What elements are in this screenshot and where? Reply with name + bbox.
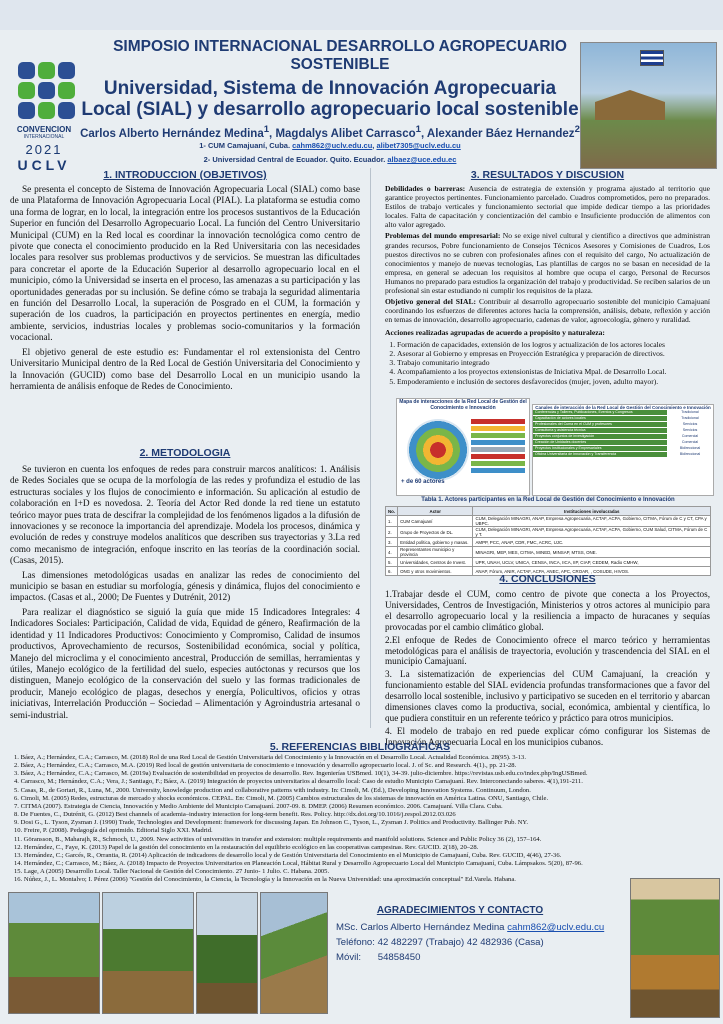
reference-item: 8. De Fuentes, C., Dutrénit, G. (2012) Best channels of academia–industry interaction for long-term benefit. Res. Policy. http://dx.doi.org/10.1016/j.respol.2012.03.026 xyxy=(14,811,456,819)
author-2: Magdalys Alibet Carrasco xyxy=(275,127,416,140)
reference-item: 3. Báez, A.; Hernández, C.A.; Carrasco, M. (2019a) Evaluación de sostenibilidad en proyectos de desarrollo. Rev. Ingenierías USBmed. 10(1), 34-39. julio-diciembre. https://revistas.usb.edu.co/index.php/IngUSBmed. xyxy=(14,770,588,778)
logo-tile xyxy=(18,102,35,119)
phone-label: Teléfono: xyxy=(336,937,375,948)
weakness-text: Ausencia de estrategia de extensión y programa ajustado al territorio que garantice proyectos pertinentes. Funcionamiento parcelado. Cuadros comprometidos, pero no preparados. Estilos de trabajo verticales y funcionamiento sectorial que impide dedicar tiempo a las prioridades locales. Falta de capacitación y concientización del cambio e Insuficiente producción de alimentos con alto valor agregado. xyxy=(385,184,710,230)
logo-tiles xyxy=(18,62,74,119)
field-photo-4 xyxy=(260,892,328,1014)
conclusions-body xyxy=(385,589,710,750)
table-cell: Universidades, Centros de Invest. xyxy=(398,558,473,567)
intro-paragraph-2: El objetivo general de este estudio es: Fundamentar el rol extensionista del Centro Universitario Municipal dentro de la Red Local de Gestión Universitaria del Conocimiento y la Innovación (GUCID) como base del Desarrollo Local en un municipio usando la herramienta de análisis enfoque de Redes de Conocimiento. xyxy=(10,347,360,392)
diagram-footer: + de 60 actores xyxy=(401,479,445,485)
forms-cell-form: Conferencias y Talleres, Publicaciones, Eventos y Congresos xyxy=(533,410,667,415)
actors-table xyxy=(385,506,711,576)
symposium-title: SIMPOSIO INTERNACIONAL DESARROLLO AGROPECUARIO SOSTENIBLE xyxy=(113,38,567,73)
logo-tile xyxy=(38,62,55,79)
table-cell: ANAP, Fórum, ANIR, ACTAF, ACPA, ANEC, APC, CROAR, , COSUDE, HIVOS. xyxy=(473,567,711,576)
table-header-cell: No. xyxy=(386,507,398,516)
results-body xyxy=(385,184,710,386)
forms-cell-channel: Servicios xyxy=(682,422,698,426)
results-paragraph-1 xyxy=(385,184,710,229)
table-row xyxy=(533,452,713,458)
table-row xyxy=(386,516,711,527)
poster-title: Universidad, Sistema de Innovación Agropecuaria Local (SIAL) y desarrollo agropecuario local sostenible xyxy=(81,78,579,120)
logo-tile xyxy=(58,82,75,99)
business-problems-text: No se exige nivel cultural y científico a directivos que administran grandes recursos, Pobre funcionamiento de Consejos Técnicos Asesores y Comisiones de Cuadros, Los puestos directivos no se cubren con profesionales afines con el requisito del cargo, No actualización de conocimientos y manejo de nuevas tecnologías, Las plantillas de cargos no se basan en necesidad de la empresa, en general se adecuan los requisitos al hombre que ocupa el cargo, Personal de Recursos Humanos no preparado para estudios la organización del trabajo y productividad. Se reciben salarios de un profesional sin estar estudiando ni cumplir los requisitos de la plaza. xyxy=(385,231,710,296)
author-3-sup: 2 xyxy=(574,124,580,135)
author-2-sup: 1 xyxy=(415,124,421,135)
table-cell: Entidad política, gobierno y masas. xyxy=(398,538,473,547)
table-cell: AMPP, PCC, ANAP, CDR, FMC, ACRC, UJC. xyxy=(473,538,711,547)
table-cell: 6. xyxy=(386,567,398,576)
table-cell: CUM, Delegación MINAGRI, ANAP, Empresa Agropecuaria, ACTAF, ACPA, Gobierno, CUM Salud, CITMA, Fórum de C y T. xyxy=(473,527,711,538)
interaction-forms-table xyxy=(532,404,714,496)
table-header-cell: Instituciones involucradas xyxy=(473,507,711,516)
intro-body xyxy=(10,185,360,396)
reference-item: 16. Núñez, J., L. Montalvo; I. Pérez (2006) "Gestión del Conocimiento, la Ciencia, la Tecnología y la Innovación en la Nueva Universidad: una aproximación conceptual" Ed.Varela. Habana. xyxy=(14,876,516,884)
list-item: 4. Acompañamiento a los proyectos extensionistas de Iniciativa Mpal. de Desarrollo Local. xyxy=(397,367,710,376)
reference-item: 6. Cimoli, M. (2005) Redes, estructuras de mercado y shocks económicos. CEPAL. En: Cimoli, M. (2005) Cambios estructurales de los sistemas de innovación en América Latina. ONU, Santiago, Chile. xyxy=(14,794,549,802)
produce-photo xyxy=(630,878,720,1018)
affiliation-1: 1- CUM Camajuaní, Cuba. cahm862@uclv.edu.cu, alibet7305@uclv.edu.cu xyxy=(199,141,461,150)
table-cell: CUM Camajuaní xyxy=(398,516,473,527)
reference-item: 1. Báez, A.; Hernández, C.A.; Carrasco, M. (2018) Rol de una Red Local de Gestión Universitaria del Conocimiento y la Innovación en el Desarrollo Local. Actualidad Económica. 28(95). 3-13. xyxy=(14,754,526,761)
forms-cell-channel: Tradicional xyxy=(681,410,699,414)
forms-cell-form: Proyectos Institucionales y Empresariales xyxy=(533,446,667,451)
contact-block xyxy=(336,920,626,965)
authors: Carlos Alberto Hernández Medina$^1$, Magdalys Alibet Carrasco$^1$, Alexander Báez Hernandez$^2$ xyxy=(80,124,580,140)
conclusions-heading: 4. CONCLUSIONES xyxy=(499,573,596,585)
logo-uclv: UCLV xyxy=(17,157,71,173)
field-photo-2 xyxy=(102,892,194,1014)
logo-year: 2021 xyxy=(25,142,63,157)
table-cell: UPR, UNAH, UCLV, UNICA, CENSA, INCA, IICA, IIP, CIAP, CEDEM, Radio CMHW, xyxy=(473,558,711,567)
phone-numbers: 42 482297 (Trabajo) 42 482936 (Casa) xyxy=(377,937,544,948)
intro-paragraph-1: Se presenta el concepto de Sistema de Innovación Agropecuaria Local (SIAL) como base de una Plataforma de Innovación Agropecuaria Local (PIAL). La plataforma se estudia como una forma de lograr, en lo local, la integración entre los procesos sustantivos de la Educación Superior en función del Desarrollo Agropecuario Local. La función del Centro Universitario Municipal (CUM) en la Red local es coordinar la innovación tecnológica como centro de pivote que conecta el conocimiento producido en la Red Universitaria con las necesidades locales para resolver sus problemas productivos y de servicios. Se muestran las dificultades para concretar el aporte de la Educación Superior al desarrollo agropecuario local en el municipio, cómo la Universidad se inserta en el proceso, las amenazas a su participación y las oportunidades generadas por su inclusión. Se define cómo se trabaja la seguridad alimentaria en función del Desarrollo Local, la superación de Posgrado en el CUM, la formación y superación de los cuadros, la participación en proyectos pertinentes en energía, medio ambiente, servicios, industrias locales y problemas socio-comunitarios y la formación vocacional. xyxy=(10,185,360,344)
flag-image xyxy=(640,50,664,66)
table-row xyxy=(386,527,711,538)
table-cell: 3. xyxy=(386,538,398,547)
logo-line1: CONVENCION xyxy=(16,125,72,134)
table-cell: MINAGRI, MEP, MES, CITMA, MINED, MINSAP, MTSS, ONE. xyxy=(473,547,711,558)
forms-cell-form: Consultoría y asistencia técnica xyxy=(533,428,667,433)
author-1-sup: 1 xyxy=(263,124,270,135)
conclusion-4: 4. El modelo de trabajo en red puede explicar cómo configurar los Sistemas de Innovación Agropecuaria Local en los municipios cubanos. xyxy=(385,725,710,747)
logo-tile xyxy=(58,102,75,119)
method-paragraph-3: Para realizar el diagnóstico se siguió la guía que mide 15 Indicadores Integrales: 4 Indicadores Sociales: Participación, Calidad de vida, Equidad de género, Reafirmación de la identidad y 11 Indicadores Productivos: Conocimiento y Compromiso, Calidad de insumos productivos, Aprovechamiento de recursos, Sostenibilidad económica, social y política, Manejo del microclima y el conocimiento ancestral, Producción de semillas, herramientas y útiles, Manejo ecológico de la fertilidad del suelo, especies autóctonas y recursos que los distinguen, Manejo ecológico de la conservación del suelo y las formas tradicionales de producir, Manejo ecológico de plagas, desechos y energía, Policultivos, oficios y otras iniciativas, Interrelación Producción – Sociedad – Alimentación y Agroindustria artesanal o semi-industrial. xyxy=(10,607,360,721)
forms-cell-channel: Comercial xyxy=(681,434,699,438)
column-divider xyxy=(370,168,371,728)
affiliation-2 xyxy=(150,155,510,164)
table-header-cell: Actor xyxy=(398,507,473,516)
business-problems-label: Problemas del mundo empresarial: xyxy=(385,231,501,241)
list-item: 2. Asesorar al Gobierno y empresas en Proyección Estratégica y preparación de directivos. xyxy=(397,349,710,358)
table-row xyxy=(386,547,711,558)
logo-tile xyxy=(38,102,55,119)
conclusion-2: 2.El enfoque de Redes de Conocimiento ofrece el marco teórico y herramientas metodológicas para el análisis de trayectoria, evolución y trascendencia del SIAL en el municipio Camajuaní. xyxy=(385,634,710,667)
table-cell: ONG y otros movimientos. xyxy=(398,567,473,576)
reference-item: 9. Dosi G., L. Tyson, Zysman J. (1990) Trade, Technologies and Development: framework for discussing Japan. En Johnson C., Tyson, L., Zysman J. Politics and Productivity. Ballinger Pub. NY. xyxy=(14,819,528,827)
forms-cell-channel: Servicios xyxy=(682,428,698,432)
concentric-rings xyxy=(407,419,469,481)
reference-item: 2. Báez, A.; Hernández, C.A.; Carrasco, M.A. (2019) Red local de gestión universitaria de conocimiento e innovación y desarrollo agropecuario local. J. of Sc. and Research. 4(1)., pp. 21-28. xyxy=(14,762,517,770)
reference-item: 12. Hernández, C., Faye, K. (2013) Papel de la gestión del conocimiento en la restauración del equilibrio ecológico en las cooperativas campesinas. Rev. GUCID. 2(18), 20–28. xyxy=(14,843,479,851)
weakness-label: Debilidades o barreras: xyxy=(385,184,466,193)
table-cell: 4. xyxy=(386,547,398,558)
contact-line-1 xyxy=(336,920,626,935)
sial-objective-label: Objetivo general del SIAL: xyxy=(385,297,477,307)
forms-cell-channel: Comercial xyxy=(681,440,699,444)
table-cell: 5. xyxy=(386,558,398,567)
affiliation-2-text: 2- Universidad Central de Ecuador. Quito. Ecuador. xyxy=(203,155,386,164)
reference-item: 15. Lage, A (2005) Desarrollo Local. Taller Nacional de Gestión del Conocimiento. 27 Junio- 1 Julio. C. Habana. 2005. xyxy=(14,868,330,876)
table-cell: 2. xyxy=(386,527,398,538)
results-paragraph-3 xyxy=(385,297,710,324)
table-header-row xyxy=(386,507,711,516)
list-item: 3. Trabajo comunitario integrado xyxy=(397,358,710,367)
table-row xyxy=(386,538,711,547)
conclusion-1: 1.Trabajar desde el CUM, como centro de pivote que conecta a los Proyectos, Universidades, Centros de Investigación, Ministerios y otros actores al municipio para el desarrollo agropecuario local y la resiliencia a impacto de huracanes y sequías provocadas por el cambio climático global. xyxy=(385,589,710,632)
forms-cell-form: Capacitación de actores locales xyxy=(533,416,667,421)
actions-list xyxy=(385,340,710,386)
ack-heading: AGRADECIMIENTOS Y CONTACTO xyxy=(376,905,544,916)
references-list xyxy=(14,754,714,885)
author-1: Carlos Alberto Hernández Medina xyxy=(80,127,264,140)
contact-line-2 xyxy=(336,935,626,950)
forms-cell-channel: Tradicional xyxy=(681,416,699,420)
method-paragraph-2: Las dimensiones metodológicas usadas en analizar las redes de conocimiento del municipio se basan en estudiar su morfología, génesis y dinámica, flujos del conocimiento e impactos. (Casas et al., 2000; De Fuentes y Dutrénit, 2012) xyxy=(10,570,360,604)
method-body xyxy=(10,465,360,725)
method-paragraph-1: Se tuvieron en cuenta los enfoques de redes para construir marcos analíticos: 1. Análisis de Redes Sociales que se ocupa de la morfología de las redes y profundiza el estudio de las estructuras sociales y los flujos de conocimiento e información. Su aplicación al estudio de colaboración en I+D es novedosa. 2. Teoría del Actor Red donde la red tiene un estatuto teórico mayor pues trata de descifrar la complejidad de los fenómenos ligados a la difusión de innovaciones y se reconoce la importancia del aprendizaje. Modela los procesos, dinámica y evolución de redes y construye modelos analíticos que describen sus trayectorias y 3.La red como mecanismo de integración, enfoque inscrito en las teorías de la coordinación social. (Casas, 2015). xyxy=(10,465,360,567)
email-link-2[interactable]: alibet7305@uclv.edu.cu xyxy=(376,141,461,150)
intro-heading: 1. INTRODUCCION (OBJETIVOS) xyxy=(103,169,267,181)
reference-item: 14. Hernández, C.; Carrasco, M.; Báez, A. (2018) Impacto de Proyectos Universitarios en Planeación Local, Hábitat Rural y Desarrollo Agropecuario Local del Municipio Camajuaní, Cuba. Lámpsakos. 5(20), 87-96. xyxy=(14,860,583,868)
actors-table-body xyxy=(386,516,711,576)
results-paragraph-2 xyxy=(385,231,710,295)
forms-cell-channel: Bidireccional xyxy=(679,452,701,456)
forms-cell-channel: Bidireccional xyxy=(679,446,701,450)
logo-tile xyxy=(58,62,75,79)
author-3: Alexander Báez Hernandez xyxy=(426,127,575,140)
table-cell: 1. xyxy=(386,516,398,527)
email-link-3[interactable]: albaez@uce.edu.ec xyxy=(387,155,457,164)
forms-cell-form: Profesionales del Cuma en el CUM y profesores xyxy=(533,422,667,427)
field-photo-1 xyxy=(8,892,100,1014)
conclusion-3: 3. La sistematización de experiencias del CUM Camajuaní, la creación y funcionamiento estable del SIAL evidencia profundas transformaciones que a favor del desarrollo local sostenible, inclusivo y participativo se suceden en el territorio y abarcan dimensiones claves como la productiva, social, económica, ambiental y científica, lo que pudiera constituir en un referente teórico y práctico para otros municipios. xyxy=(385,669,710,723)
actors-table-title: Tabla 1. Actores participantes en la Red Local de Gestión del Conocimiento e Innovación xyxy=(421,497,675,503)
method-heading: 2. METODOLOGIA xyxy=(139,447,231,459)
email-link-1[interactable]: cahm862@uclv.edu.cu xyxy=(292,141,373,150)
reference-item: 5. Casas, R., de Gortari, R., Luna, M., 2000. University, knowledge production and collaborative patterns with industry. In: Cimoli, M. (Ed.), Developing Innovation Systems. Continuum, London. xyxy=(14,786,531,794)
interaction-map-diagram xyxy=(396,398,530,496)
table-cell: CUM, Delegación MINAGRI, ANAP, Empresa Agropecuaria, ACTAF, ACPA, Gobierno, CITMA, Fórum de C y CT, CPA y UBPC. xyxy=(473,516,711,527)
table-row xyxy=(386,558,711,567)
reference-item: 13. Hernández, C.; Garcés, R., Orrantia, R. (2014) Aplicación de indicadores de desarrollo local y de Gestión Universitaria del Conocimiento en el Municipio de Camajuaní, Cuba. Rev. GUCID, 4(46), 27-36. xyxy=(14,851,562,859)
contact-name: MSc. Carlos Alberto Hernández Medina xyxy=(336,922,505,933)
convention-logo xyxy=(14,62,74,173)
references-heading: 5. REFERENCIAS BIBLIOGRÁFICAS xyxy=(269,741,451,753)
list-item: 1. Formación de capacidades, extensión de los logros y actualización de los actores locales xyxy=(397,340,710,349)
logo-tile xyxy=(18,62,35,79)
field-photo-3 xyxy=(196,892,258,1014)
forms-cell-form: Proyectos conjuntos de investigación xyxy=(533,434,667,439)
top-banner xyxy=(0,0,723,30)
sial-objective-text: Contribuir al desarrollo agropecuario sostenible del municipio Camajuaní coordinando los esfuerzos de diferentes actores hacia la comprensión, análisis, debate, reflexión y acción en temas de innovación, desarrollo agropecuario, cadenas de valor, agroecología, género y ruralidad. xyxy=(385,297,710,325)
table-cell: Representantes municipio y provincia xyxy=(398,547,473,558)
forms-cell-form: Oficina Universitaria de Innovación y Transferencia xyxy=(533,452,667,457)
forms-table-title: Canales de interacción de la Red Local de Gestión del Conocimiento e Innovación xyxy=(535,405,711,410)
results-heading: 3. RESULTADOS Y DISCUSION xyxy=(470,169,625,181)
list-item: 5. Empoderamiento e inclusión de sectores desfavorecidos (mujer, joven, adulto mayor). xyxy=(397,377,710,386)
diagram-title: Mapa de interacciones de la Red Local de Gestión del Conocimiento e Innovación xyxy=(399,399,527,411)
forms-rows xyxy=(533,410,713,458)
contact-email-link[interactable]: cahm862@uclv.edu.cu xyxy=(507,922,605,933)
actors-table-wrap xyxy=(385,506,711,576)
contact-line-3 xyxy=(336,950,626,965)
forms-cell-form: Creación de Unidades docentes xyxy=(533,440,667,445)
logo-tile xyxy=(38,82,55,99)
logo-line2: INTERNACIONAL xyxy=(23,134,65,140)
actions-title: Acciones realizadas agrupadas de acuerdo a propósito y naturaleza: xyxy=(385,328,605,338)
reference-item: 10. Freire, P. (2008). Pedagogía del oprimido. Editorial Siglo XXI. Madrid. xyxy=(14,827,213,835)
reference-item: 11. Göransson, B., Maharajh, R., Schmoch, U., 2009. New activities of universities in transfer and extension: multiple requirements and manifold solutions. Science and Public Policy 36 (2), 157–164. xyxy=(14,835,542,843)
reference-item: 4. Carrasco, M.; Hernández, C.A.; Vera, J.; Santiago, F.; Báez, A. (2019) Integración de proyectos universitarios al desarrollo local: Caso de estudio Municipio Camajuaní. Rev. Interconectando saberes. 4(1),191-211. xyxy=(14,778,583,786)
logo-tile xyxy=(18,82,35,99)
reference-item: 7. CITMA (2007). Estrategia de Ciencia, Innovación y Medio Ambiente del Municipio Camajuaní. 2007-09. 8. DMEP. (2006) Resumen económico. 2006. Camajuaní. Villa Clara. Cuba. xyxy=(14,802,503,810)
mobile-label: Móvil: xyxy=(336,952,362,963)
mobile-number: 54858450 xyxy=(377,952,421,963)
diagram-legend xyxy=(471,419,525,475)
table-cell: Grupo de Proyectos de DL. xyxy=(398,527,473,538)
affiliation-1-text: 1- CUM Camajuaní, Cuba. xyxy=(199,141,291,150)
